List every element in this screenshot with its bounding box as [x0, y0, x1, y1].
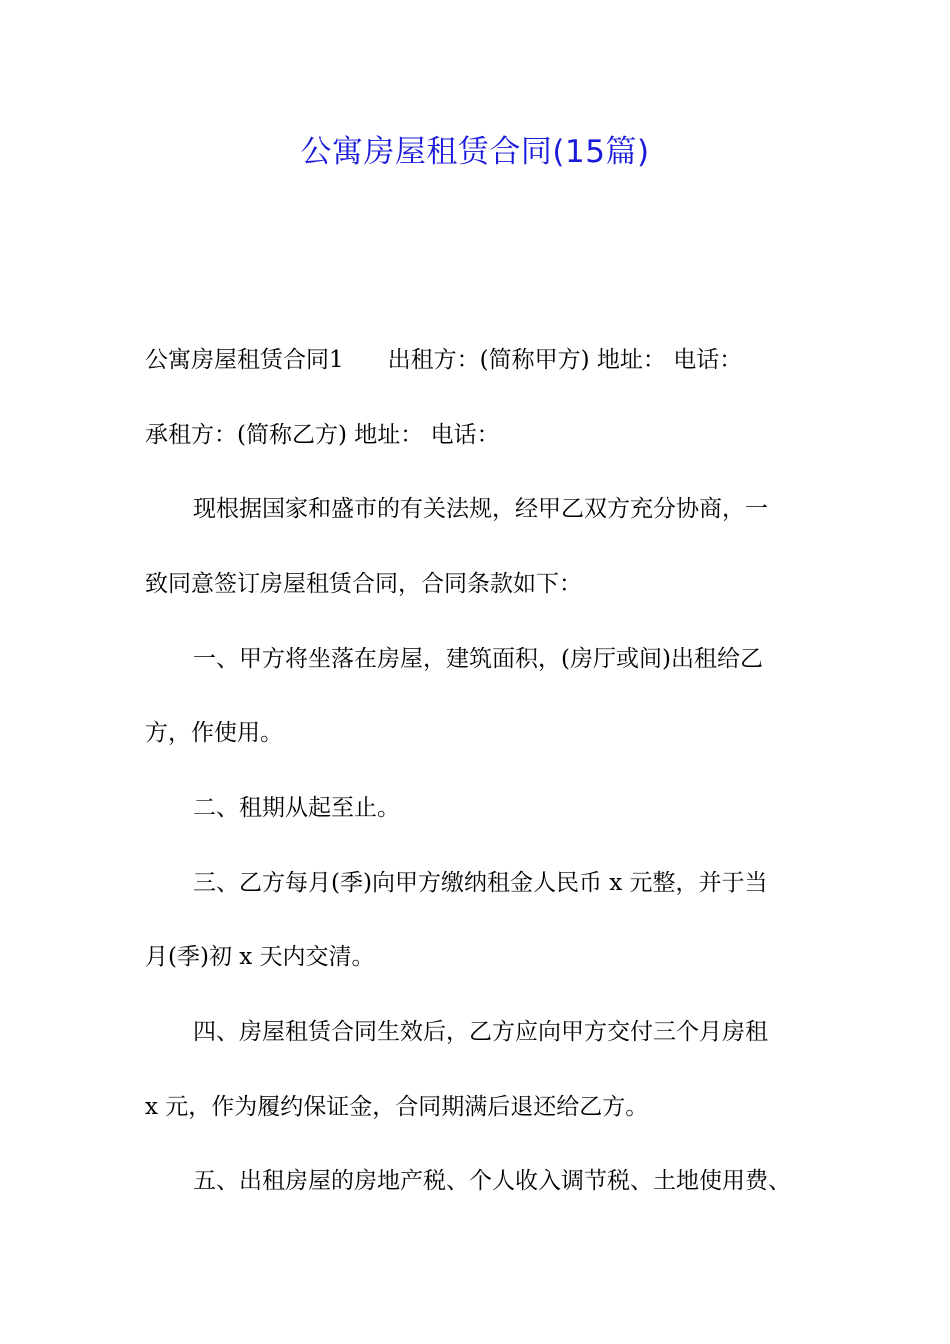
document-title: 公寓房屋租赁合同(15篇) — [300, 134, 650, 170]
paragraph-line: 现根据国家和盛市的有关法规，经甲乙双方充分协商，一 — [193, 496, 768, 522]
clause-line: 四、房屋租赁合同生效后，乙方应向甲方交付三个月房租 — [193, 1019, 768, 1045]
contract-name: 公寓房屋租赁合同1 — [145, 347, 344, 373]
paragraph-line: 致同意签订房屋租赁合同，合同条款如下： — [145, 571, 582, 597]
clause-line: 三、乙方每月(季)向甲方缴纳租金人民币 x 元整，并于当 — [193, 870, 768, 896]
clause-line: 方，作使用。 — [145, 720, 283, 746]
lessor-info: 出租方：(简称甲方) 地址： 电话： — [387, 347, 743, 373]
lessee-info: 承租方：(简称乙方) 地址： 电话： — [145, 422, 500, 448]
clause-line: 一、甲方将坐落在房屋，建筑面积，(房厅或间)出租给乙 — [193, 646, 763, 672]
clause-line: 二、租期从起至止。 — [193, 795, 400, 821]
header-line — [145, 340, 825, 380]
clause-line: 月(季)初 x 天内交清。 — [145, 944, 375, 970]
clause-line: 五、出租房屋的房地产税、个人收入调节税、土地使用费、 — [193, 1168, 791, 1194]
clause-line: x 元，作为履约保证金，合同期满后退还给乙方。 — [145, 1094, 649, 1120]
